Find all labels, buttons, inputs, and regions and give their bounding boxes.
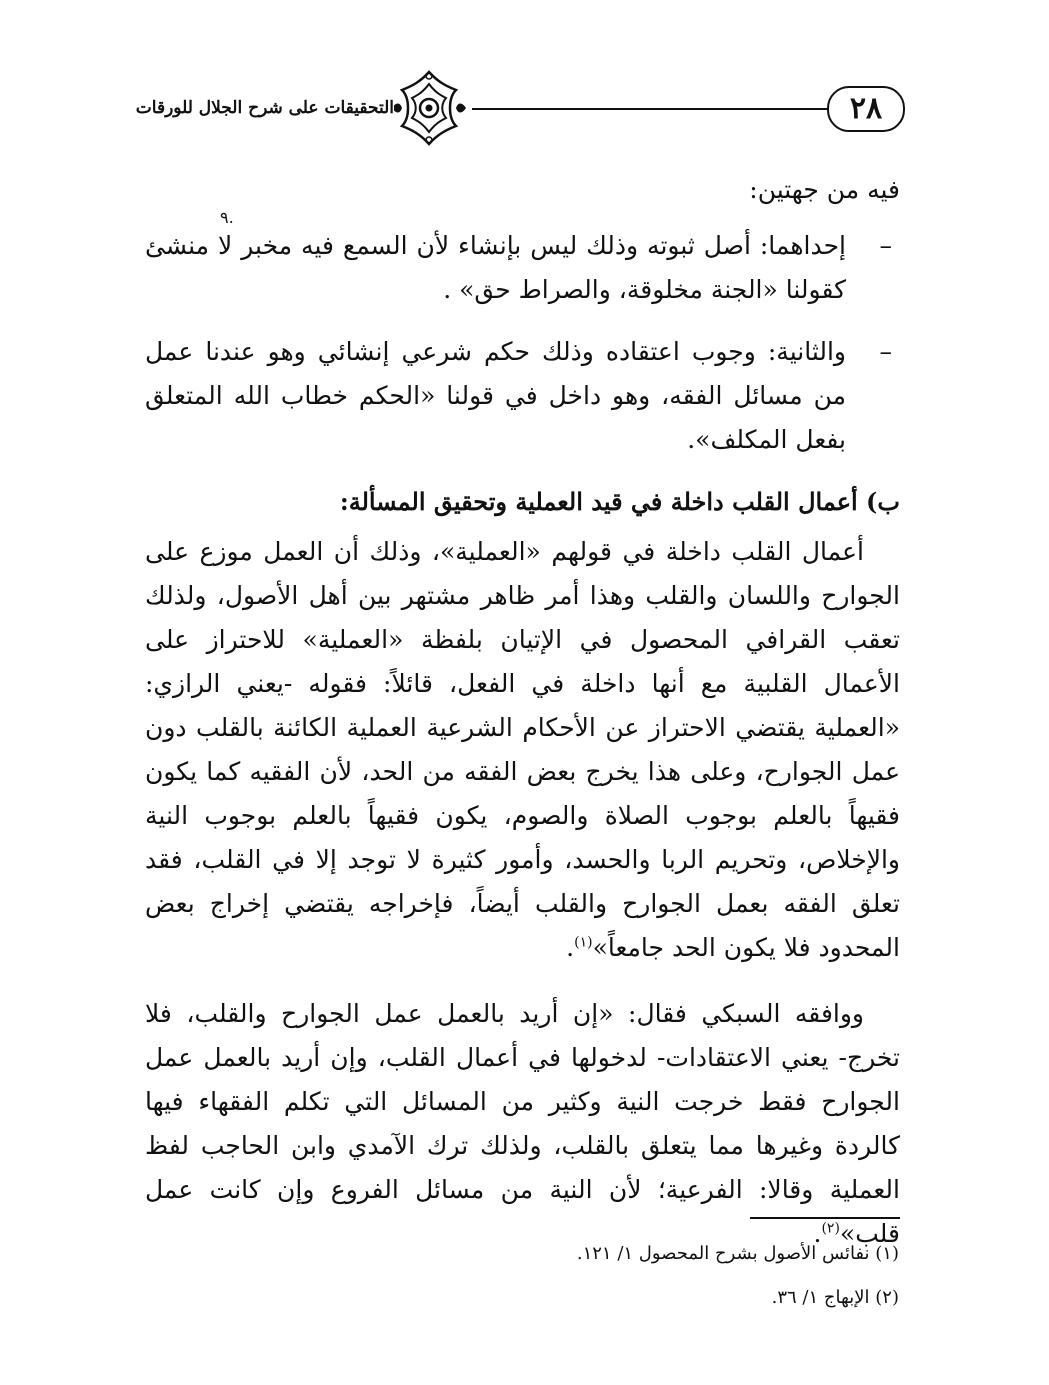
footnote-ref[interactable]: (١): [574, 934, 593, 951]
paragraph: [145, 530, 900, 970]
ornament-icon: [386, 68, 472, 148]
footnote: (١) نفائس الأصول بشرح المحصول ١/ ١٢١.: [576, 1243, 899, 1264]
paragraph-end: .: [813, 1219, 822, 1248]
running-title: التحقيقات على شرح الجلال للورقات: [135, 98, 394, 118]
list-dash: –: [879, 337, 892, 366]
paragraph-text: ووافقه السبكي فقال: «إن أريد بالعمل عمل الجوارح والقلب، فلا تخرج- يعني الاعتقادات- لدخولها في أعمال القلب، وإن أريد بالعمل عمل الجوارح فقط خرجت النية وكثير من المسائل التي تكلم الفقهاء فيها كالردة وغيرها مما يتعلق بالقلب، ولذلك ترك الآمدي وابن الحاجب لفظ العملية وقالا: الفرعية؛ لأن النية من مسائل الفروع وإن كانت عمل قلب»: [145, 999, 900, 1248]
section-heading: ب) أعمال القلب داخلة في قيد العملية وتحقيق المسألة:: [339, 487, 900, 516]
list-item-text: إحداهما: أصل ثبوته وذلك ليس بإنشاء لأن السمع فيه مخبر لا منشئ كقولنا «الجنة مخلوقة، والصراط حق» .: [145, 231, 846, 304]
page-header: [135, 68, 905, 148]
footnotes: [499, 1232, 899, 1320]
list-item-text: والثانية: وجوب اعتقاده وذلك حكم شرعي إنشائي وهو عندنا عمل من مسائل الفقه، وهو داخل في قولنا «الحكم خطاب الله المتعلق بفعل المكلف».: [145, 337, 846, 454]
list-dash: –: [879, 231, 892, 260]
footnote-rule: [750, 1217, 900, 1219]
footnote-ref[interactable]: (٢): [821, 1220, 840, 1237]
main-text: [145, 168, 900, 1278]
page-number: ٢٨: [827, 86, 905, 132]
paragraph-end: .: [566, 933, 575, 962]
intro-line: فيه من جهتين:: [749, 175, 900, 204]
list-item: [145, 224, 900, 312]
paragraph-text: أعمال القلب داخلة في قولهم «العملية»، وذلك أن العمل موزع على الجوارح واللسان والقلب وهذا أمر ظاهر مشتهر بين أهل الأصول، ولذلك تعقب القرافي المحصول في الإتيان بلفظة «العملية» للاحتراز على الأعمال القلبية مع أنها داخلة في الفعل، قائلاً: فقوله -يعني الرازي: «العملية يقتضي الاحتراز عن الأحكام الشرعية العملية الكائنة بالقلب دون عمل الجوارح، وعلى هذا يخرج بعض الفقه من الحد، لأن الفقيه كما يكون فقيهاً بالعلم بوجوب الصلاة والصوم، يكون فقيهاً بالعلم بوجوب النية والإخلاص، وتحريم الربا والحسد، وأمور كثيرة لا توجد إلا في القلب، فقد تعلق الفقه بعمل الجوارح والقلب أيضاً، فإخراجه يقتضي إخراج بعض المحدود فلا يكون الحد جامعاً»: [145, 537, 900, 962]
stray-mark: ٩.: [220, 208, 234, 227]
footnote: (٢) الإبهاج ١/ ٣٦.: [771, 1287, 899, 1308]
list-item: [145, 330, 900, 462]
